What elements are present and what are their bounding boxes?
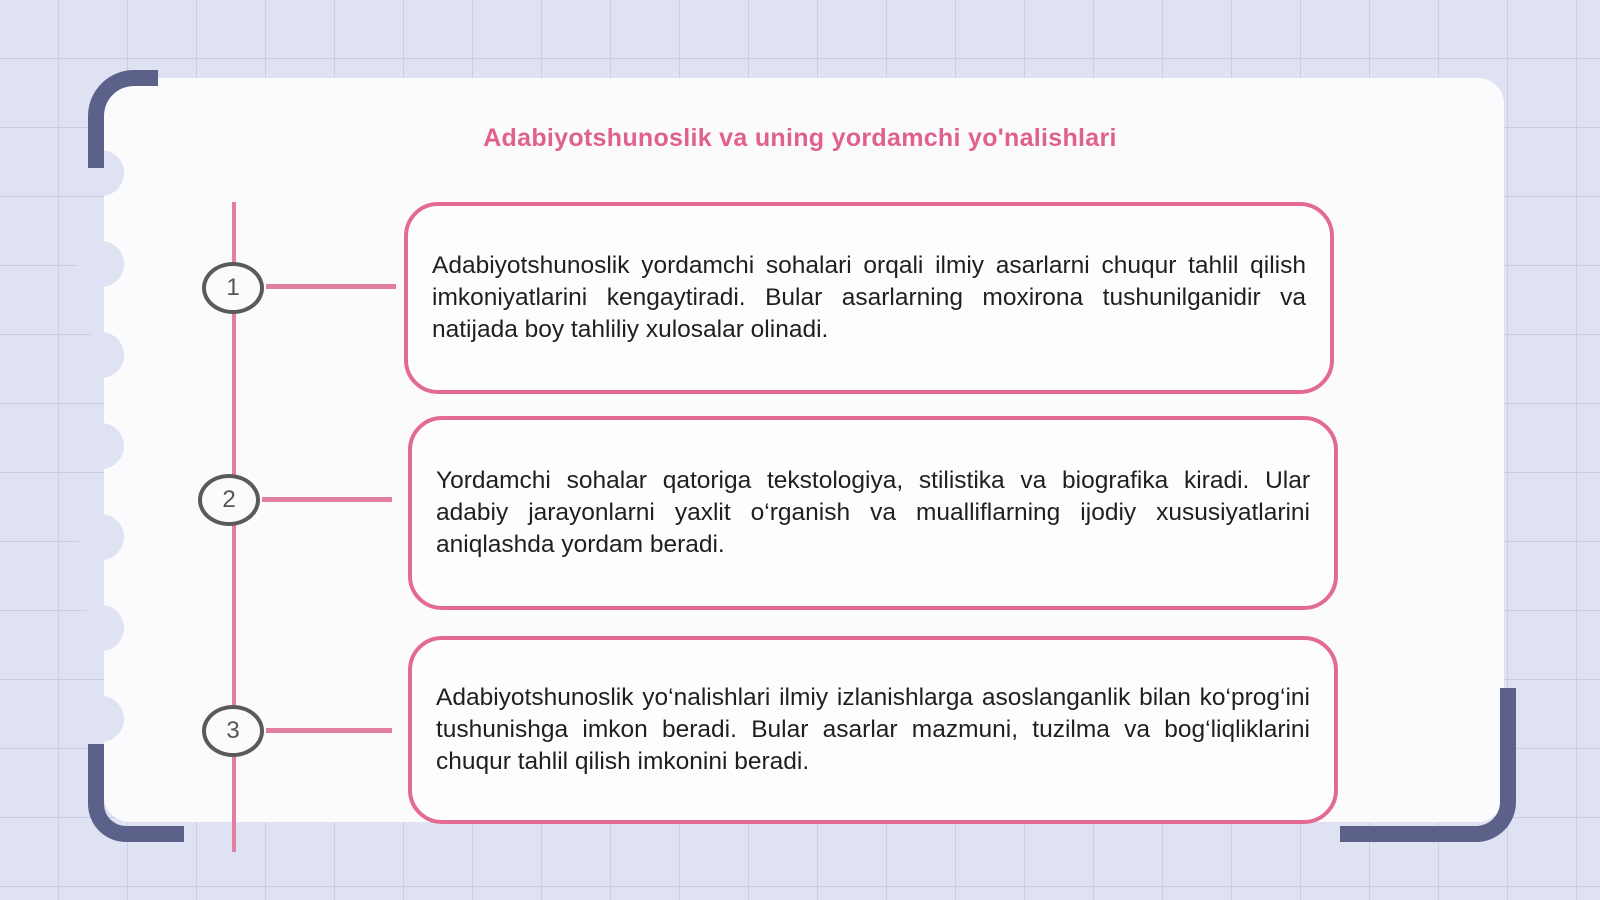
timeline-card-text: Adabiyotshunoslik yordamchi sohalari orqali ilmiy asarlarni chuqur tahlil qilish imkoniyatlarini kengaytiradi. Bular asarlarning moxirona tushunilganidir va natijada boy tahliliy xulosalar olinadi. [432, 252, 1306, 343]
notebook-hole [78, 423, 124, 469]
timeline-card [408, 416, 1338, 610]
notebook-hole [78, 332, 124, 378]
frame-corner-bottom-left [88, 744, 184, 842]
timeline-card-text: Adabiyotshunoslik yo‘nalishlari ilmiy izlanishlarga asoslanganlik bilan ko‘prog‘ini tushunishga imkon beradi. Bular asarlar mazmuni, tuzilma va bog‘liqliklarini chuqur tahlil qilish imkonini beradi. [436, 684, 1310, 775]
notebook-hole [78, 241, 124, 287]
frame-corner-top-left [88, 70, 158, 168]
timeline-marker: 2 [198, 474, 260, 526]
timeline-connector [266, 284, 396, 289]
timeline-card [404, 202, 1334, 394]
notebook-hole [78, 696, 124, 742]
timeline-connector [262, 497, 392, 502]
timeline-card [408, 636, 1338, 824]
timeline-card-text: Yordamchi sohalar qatoriga tekstologiya, stilistika va biografika kiradi. Ular adabiy jarayonlarni yaxlit o‘rganish va mualliflarning ijodiy xususiyatlarini aniqlashda yordam beradi. [436, 467, 1310, 558]
slide-title: Adabiyotshunoslik va uning yordamchi yo'nalishlari [483, 124, 1117, 152]
frame-corner-bottom-right [1340, 688, 1516, 842]
timeline-marker: 3 [202, 705, 264, 757]
timeline-marker: 1 [202, 262, 264, 314]
notebook-hole [78, 605, 124, 651]
notebook-hole [78, 514, 124, 560]
timeline-connector [266, 728, 392, 733]
